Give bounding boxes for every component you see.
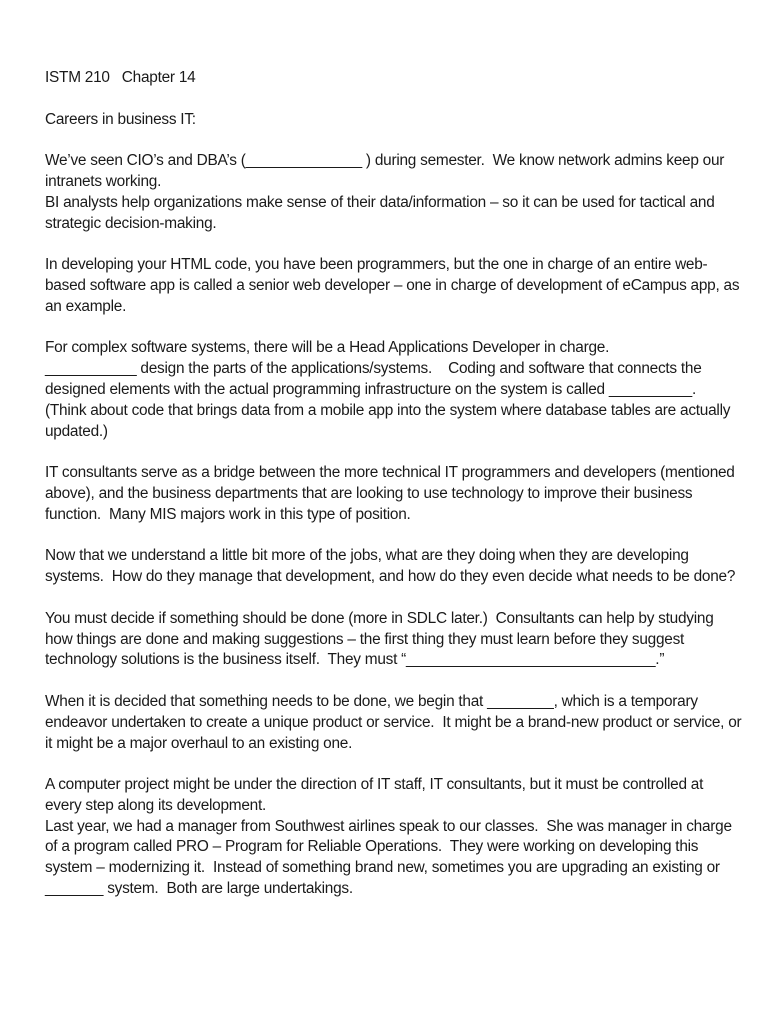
text-line: We’ve seen CIO’s and DBA’s (______________ ) during semester. We know network admins keep our: [45, 152, 725, 170]
careers-heading: Careers in business IT:: [45, 110, 196, 128]
text-line: endeavor undertaken to create a unique product or service. It might be a brand-new product or service, or: [45, 713, 742, 731]
paragraph-project-control: [45, 775, 748, 900]
text-line: of a program called PRO – Program for Reliable Operations. They were working on developing this: [45, 838, 699, 856]
text-line: _______ system. Both are large undertakings.: [45, 880, 353, 898]
text-line: designed elements with the actual programming infrastructure on the system is called __________.: [45, 380, 697, 398]
text-line: updated.): [45, 422, 108, 440]
text-line: Last year, we had a manager from Southwest airlines speak to our classes. She was manager in charge: [45, 817, 732, 835]
text-line: Now that we understand a little bit more of the jobs, what are they doing when they are developing: [45, 547, 689, 565]
paragraph-project: [45, 692, 748, 754]
text-line: strategic decision-making.: [45, 214, 217, 232]
spacer: [45, 318, 748, 339]
paragraph-roles: [45, 151, 748, 234]
text-line: (Think about code that brings data from a mobile app into the system where database tables are actually: [45, 401, 731, 419]
paragraph-developing-systems: [45, 546, 748, 588]
text-line: based software app is called a senior web developer – one in charge of development of eCampus app, as: [45, 276, 740, 294]
text-line: above), and the business departments that are looking to use technology to improve their business: [45, 484, 693, 502]
text-line: an example.: [45, 297, 127, 315]
text-line: A computer project might be under the direction of IT staff, IT consultants, but it must be controlled at: [45, 776, 704, 794]
text-line: You must decide if something should be done (more in SDLC later.) Consultants can help by studying: [45, 609, 714, 627]
text-line: ___________ design the parts of the applications/systems. Coding and software that connects the: [45, 360, 702, 378]
paragraph-web-developer: [45, 255, 748, 317]
text-line: how things are done and making suggestions – the first thing they must learn before they suggest: [45, 630, 685, 648]
paragraph-applications-developer: [45, 338, 748, 442]
spacer: [45, 234, 748, 255]
spacer: [45, 89, 748, 110]
spacer: [45, 526, 748, 547]
document-header: ISTM 210 Chapter 14: [45, 69, 196, 86]
spacer: [45, 671, 748, 692]
paragraph-it-consultants: [45, 463, 748, 525]
text-line: every step along its development.: [45, 796, 267, 814]
text-line: it might be a major overhaul to an existing one.: [45, 734, 353, 752]
spacer: [45, 442, 748, 463]
spacer: [45, 754, 748, 775]
text-line: intranets working.: [45, 172, 162, 190]
text-line: technology solutions is the business itself. They must “______________________________.”: [45, 651, 665, 669]
text-line: In developing your HTML code, you have been programmers, but the one in charge of an entire web-: [45, 256, 708, 274]
text-line: For complex software systems, there will be a Head Applications Developer in charge.: [45, 339, 610, 357]
spacer: [45, 588, 748, 609]
text-line: system – modernizing it. Instead of something brand new, sometimes you are upgrading an existing or: [45, 859, 720, 877]
text-line: IT consultants serve as a bridge between the more technical IT programmers and developers (mentioned: [45, 464, 735, 482]
paragraph-sdlc: [45, 609, 748, 671]
text-line: BI analysts help organizations make sense of their data/information – so it can be used for tactical and: [45, 193, 715, 211]
text-line: function. Many MIS majors work in this type of position.: [45, 505, 411, 523]
text-line: When it is decided that something needs to be done, we begin that ________, which is a temporary: [45, 692, 698, 710]
text-line: systems. How do they manage that development, and how do they even decide what needs to be done?: [45, 568, 736, 586]
spacer: [45, 130, 748, 151]
